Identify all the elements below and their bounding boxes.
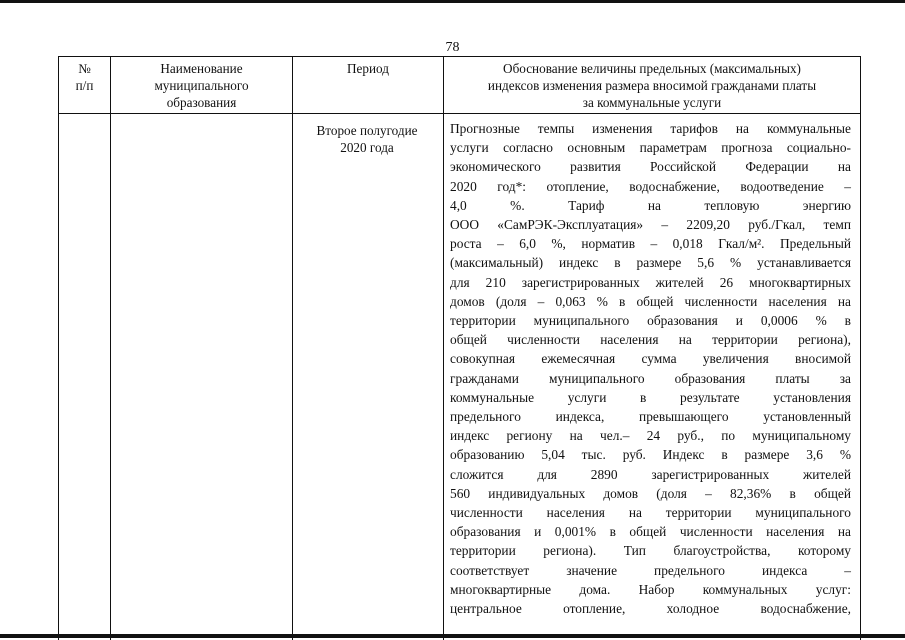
top-border [0,0,905,3]
justification-line: общей численности населения на территории региона), [450,332,851,348]
header-justification-line1: Обоснование величины предельных (максимальных) [503,61,801,76]
justification-line: соответствует значение предельного индекса – [450,562,851,578]
col-line-4 [860,56,861,640]
justification-line: коммунальные услуги в результате установления [450,389,851,405]
header-justification-line2: индексов изменения размера вносимой гражданами платы [487,78,817,93]
justification-line: услуги согласно основным параметрам прогноза социально- [450,140,851,156]
justification-line: центральное отопление, холодное водоснабжение, [450,601,851,617]
justification-cell [450,119,851,618]
bottom-border [0,634,905,638]
period-line1: Второе полугодие [316,123,418,138]
header-period-line1: Период [347,61,389,76]
header-bottom-line [58,113,861,114]
table-top-line [58,56,861,57]
header-justification [444,60,860,111]
justification-line: сложится для 2890 зарегистрированных жителей [450,466,851,482]
justification-line: образованию 5,04 тыс. руб. Индекс в размере 3,6 % [450,447,851,463]
justification-line: 4,0 %. Тариф на тепловую энергию [450,197,851,213]
col-line-3 [443,56,444,640]
header-number-line1: № [78,61,91,76]
page-number: 78 [445,40,460,55]
col-line-1 [110,56,111,640]
justification-line: совокупная ежемесячная сумма увеличения вносимой [450,351,851,367]
justification-line: Прогнозные темпы изменения тарифов на коммунальные [450,121,851,136]
header-municipality-line1: Наименование [160,61,243,76]
justification-line: территории региона). Тип благоустройства, которому [450,543,851,559]
header-municipality-line3: образования [166,95,237,110]
justification-line: роста – 6,0 %, норматив – 0,018 Гкал/м². Предельный [450,236,851,252]
header-period [293,60,443,77]
justification-line: территории муниципального образования и 0,0006 % в [450,313,851,329]
justification-line: многоквартирные дома. Набор коммунальных услуг: [450,581,851,597]
justification-line: экономического развития Российской Федерации на [450,159,851,175]
header-number [59,60,110,94]
period-cell [294,122,440,156]
col-line-0 [58,56,59,640]
justification-line: численности населения на территории муниципального [450,505,851,521]
data-table [58,56,861,640]
justification-line: индекс регионy на чел.– 24 руб., по муниципальному [450,428,851,444]
justification-line: (максимальный) индекс в размере 5,6 % устанавливается [450,255,851,271]
justification-line: образования и 0,001% в общей численности населения на [450,524,851,540]
justification-line: 560 индивидуальных домов (доля – 82,36% в общей [450,485,851,501]
justification-line: для 210 зарегистрированных жителей 26 многоквартирных [450,274,851,290]
col-line-2 [292,56,293,640]
header-justification-line3: за коммунальные услуги [582,95,722,110]
header-number-line2: п/п [75,78,94,93]
justification-line: домов (доля – 0,063 % в общей численности населения на [450,293,851,309]
justification-line: ООО «СамРЭК-Эксплуатация» – 2209,20 руб./Гкал, темп [450,217,851,233]
justification-line: предельного индекса, превышающего установленный [450,409,851,425]
period-line2: 2020 года [340,140,394,155]
justification-line: гражданами муниципального образования платы за [450,370,851,386]
header-municipality [111,60,292,111]
justification-line: 2020 год*: отопление, водоснабжение, водоотведение – [450,178,851,194]
header-municipality-line2: муниципального [154,78,249,93]
